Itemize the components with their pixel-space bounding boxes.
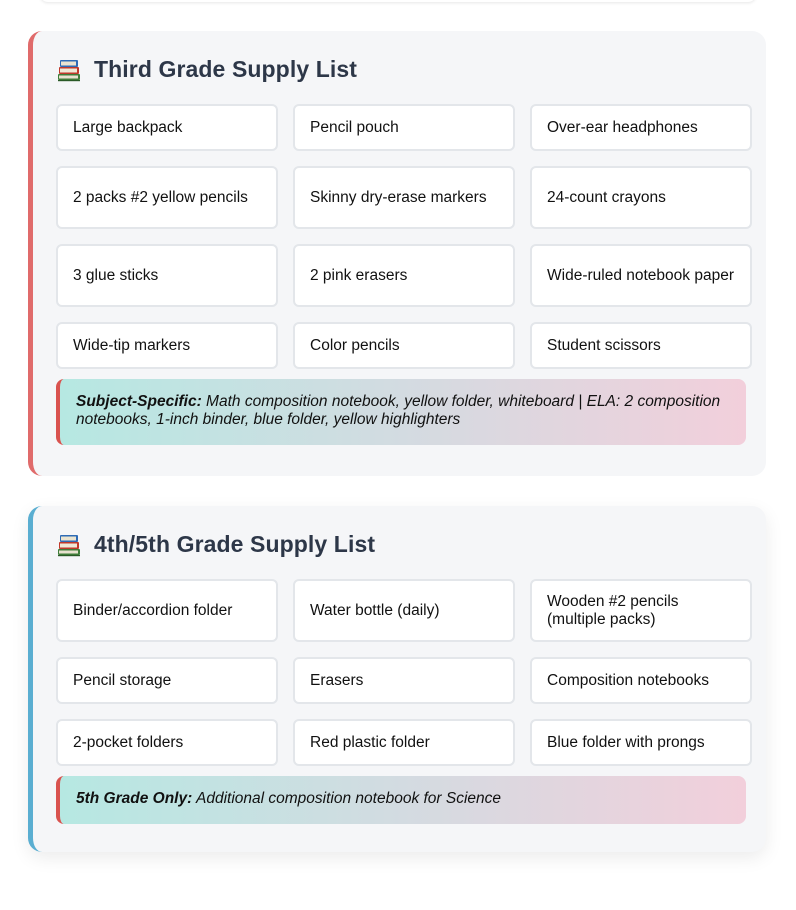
- supply-item: 2-pocket folders: [56, 719, 278, 766]
- note-text: Additional composition notebook for Science: [192, 790, 502, 807]
- third-grade-supply-card: [28, 31, 766, 476]
- supply-item: Water bottle (daily): [293, 579, 515, 642]
- supply-grid: [56, 579, 746, 766]
- fifth-grade-note: [56, 776, 746, 824]
- supply-item: Color pencils: [293, 322, 515, 369]
- supply-item: Wooden #2 pencils (multiple packs): [530, 579, 752, 642]
- subject-specific-note: [56, 379, 746, 445]
- supply-item: 3 glue sticks: [56, 244, 278, 307]
- supply-item: Erasers: [293, 657, 515, 704]
- supply-item: 2 pink erasers: [293, 244, 515, 307]
- supply-item: Red plastic folder: [293, 719, 515, 766]
- supply-item: Wide-ruled notebook paper: [530, 244, 752, 307]
- supply-item: Pencil pouch: [293, 104, 515, 151]
- card-header: [56, 528, 746, 560]
- card-title: 4th/5th Grade Supply List: [94, 530, 376, 557]
- supply-item: Composition notebooks: [530, 657, 752, 704]
- supply-item: Skinny dry-erase markers: [293, 166, 515, 229]
- supply-item: Student scissors: [530, 322, 752, 369]
- supply-grid: [56, 104, 746, 369]
- books-icon: [56, 56, 82, 82]
- supply-item: 2 packs #2 yellow pencils: [56, 166, 278, 229]
- supply-item: Wide-tip markers: [56, 322, 278, 369]
- supply-item: Large backpack: [56, 104, 278, 151]
- supply-item: Binder/accordion folder: [56, 579, 278, 642]
- books-icon: [56, 531, 82, 557]
- supply-item: 24-count crayons: [530, 166, 752, 229]
- card-title: Third Grade Supply List: [94, 55, 357, 82]
- supply-item: Over-ear headphones: [530, 104, 752, 151]
- previous-card-edge: [40, 0, 756, 2]
- supply-item: Blue folder with prongs: [530, 719, 752, 766]
- note-text: Math composition notebook, yellow folder, whiteboard | ELA: 2 composition notebooks, 1-inch binder, blue folder, yellow highlighters: [76, 393, 721, 428]
- note-label: 5th Grade Only:: [76, 790, 193, 807]
- supply-item: Pencil storage: [56, 657, 278, 704]
- fourth-fifth-grade-supply-card: [28, 506, 766, 852]
- note-label: Subject-Specific:: [76, 393, 202, 410]
- card-header: [56, 53, 746, 85]
